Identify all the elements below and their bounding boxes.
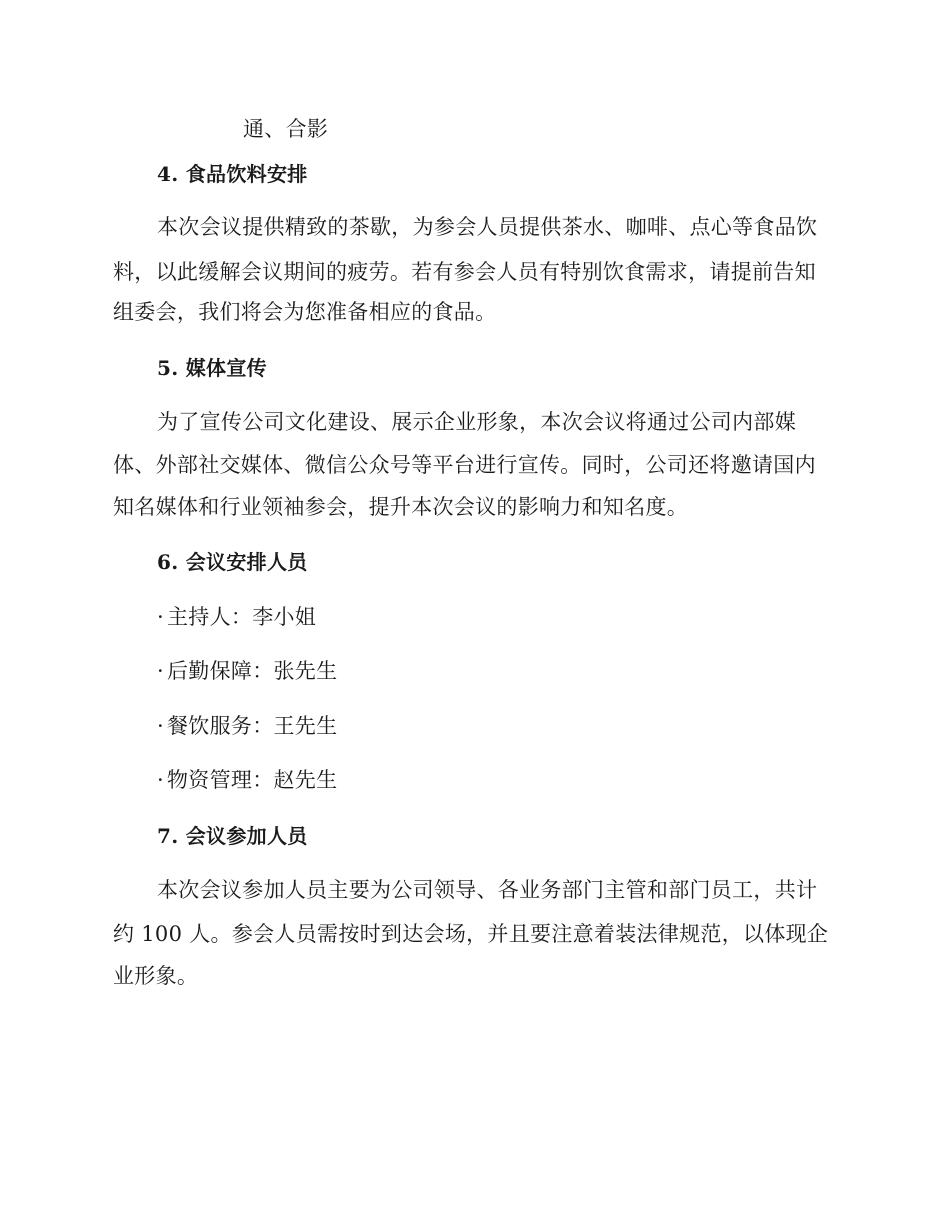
list-item bbox=[157, 603, 316, 631]
paragraph-line: 为了宣传公司文化建设、展示企业形象，本次会议将通过公司内部媒 bbox=[157, 410, 796, 434]
paragraph-line: 约 100 人。参会人员需按时到达会场，并且要注意着装法律规范，以体现企 bbox=[113, 922, 829, 946]
paragraph-line: 料，以此缓解会议期间的疲劳。若有参会人员有特别饮食需求，请提前告知 bbox=[113, 260, 816, 284]
continuation-text: 通、合影 bbox=[243, 117, 329, 141]
bullet-icon: · bbox=[157, 659, 164, 683]
bullet-icon: · bbox=[157, 605, 164, 629]
section-heading-staff: 6. 会议安排人员 bbox=[157, 550, 308, 574]
bullet-icon: · bbox=[157, 714, 164, 738]
list-item-text: 餐饮服务：王先生 bbox=[167, 714, 338, 738]
list-item bbox=[157, 766, 337, 794]
paragraph-line: 体、外部社交媒体、微信公众号等平台进行宣传。同时，公司还将邀请国内 bbox=[113, 453, 816, 477]
paragraph-line: 本次会议参加人员主要为公司领导、各业务部门主管和部门员工，共计 bbox=[157, 878, 818, 902]
paragraph-line: 本次会议提供精致的茶歇，为参会人员提供茶水、咖啡、点心等食品饮 bbox=[157, 215, 818, 239]
list-item-text: 主持人：李小姐 bbox=[167, 605, 317, 629]
bullet-icon: · bbox=[157, 768, 164, 792]
list-item-text: 后勤保障：张先生 bbox=[167, 659, 338, 683]
paragraph-line: 业形象。 bbox=[113, 964, 199, 988]
section-heading-food: 4. 食品饮料安排 bbox=[157, 162, 308, 186]
list-item bbox=[157, 712, 337, 740]
paragraph-line: 知名媒体和行业领袖参会，提升本次会议的影响力和知名度。 bbox=[113, 495, 689, 519]
paragraph-line: 组委会，我们将会为您准备相应的食品。 bbox=[113, 300, 497, 324]
list-item bbox=[157, 657, 337, 685]
section-heading-attendees: 7. 会议参加人员 bbox=[157, 824, 308, 848]
section-heading-media: 5. 媒体宣传 bbox=[157, 356, 267, 380]
list-item-text: 物资管理：赵先生 bbox=[167, 768, 338, 792]
